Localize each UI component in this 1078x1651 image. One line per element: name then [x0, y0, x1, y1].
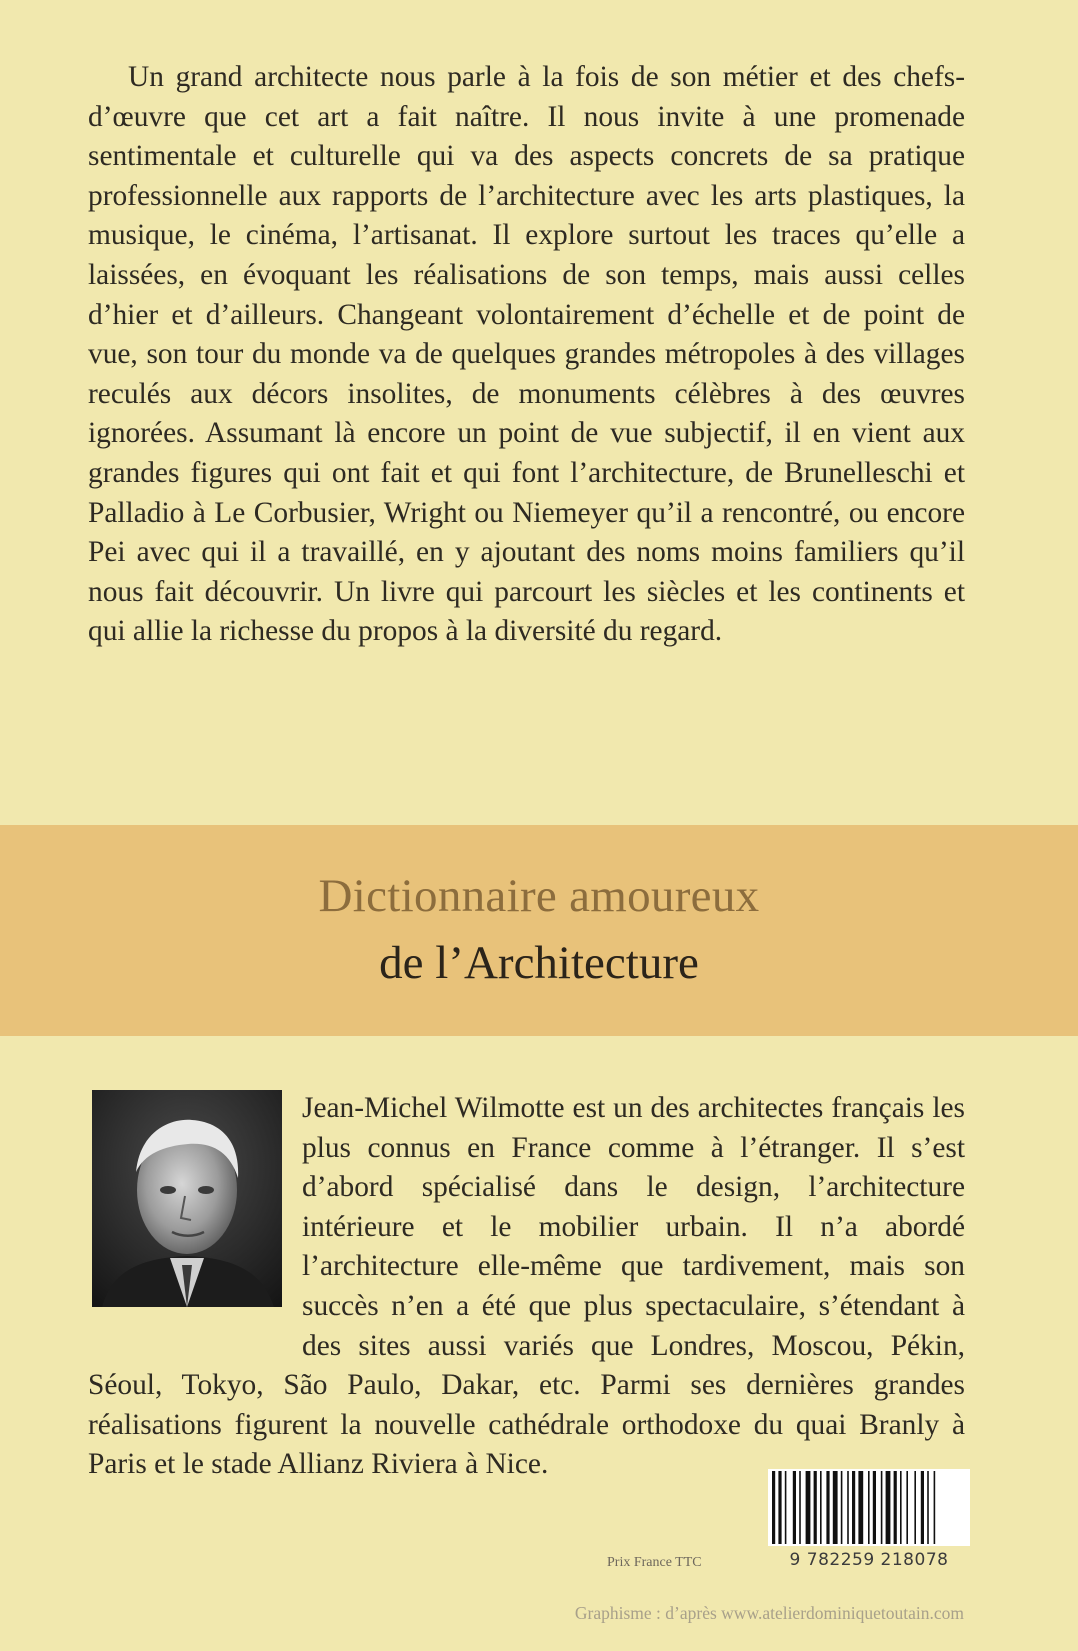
photo-wrap-spacer [88, 1089, 302, 1327]
book-title-line-2: de l’Architecture [379, 937, 699, 989]
cover-blurb: Un grand architecte nous parle à la fois de son métier et des chefs-d’œuvre que cet art a fait naître. Il nous invite à une promenade sentimentale et culturelle qui va des aspects concrets de sa pratique professionnelle aux rapports de l’architecture avec les arts plastiques, la musique, le cinéma, l’artisanat. Il explore surtout les traces qu’elle a laissées, en évoquant les réalisations de son temps, mais aussi celles d’hier et d’ailleurs. Changeant volontairement d’échelle et de point de vue, son tour du monde va de quelques grandes métropoles à des villages reculés aux décors insolites, de monuments célèbres à des œuvres ignorées. Assumant là encore un point de vue subjectif, il en vient aux grandes figures qui ont fait et qui font l’architecture, de Brunelleschi et Palladio à Le Corbusier, Wright ou Niemeyer qu’il a rencontré, ou encore Pei avec qui il a travaillé, en y ajoutant des noms moins familiers qu’il nous fait découvrir. Un livre qui parcourt les siècles et les continents et qui allie la richesse du propos à la diversité du regard. [88, 61, 965, 648]
author-bio: Jean-Michel Wilmotte est un des architectes français les plus connus en France comme à l’étranger. Il s’est d’abord spécialisé dans le design, l’architecture intérieure et le mobilier urbain. Il n’a abordé l’architecture elle-même que tardivement, mais son succès n’en a été que plus spectaculaire, s’étendant à des sites aussi variés que Londres, Moscou, Pékin, Séoul, Tokyo, São Paulo, Dakar, etc. Parmi ses dernières grandes réalisations figurent la nouvelle cathédrale orthodoxe du quai Branly à Paris et le stade Allianz Riviera à Nice. [88, 1092, 965, 1481]
author-bio-block [88, 1089, 965, 1485]
price-label: Prix France TTC [607, 1555, 702, 1570]
isbn-number: 9 782259 218078 [789, 1550, 949, 1570]
design-credit: Graphisme : d’après www.atelierdominiquetoutain.com [574, 1603, 964, 1623]
book-title-line-1: Dictionnaire amoureux [318, 870, 760, 922]
barcode [768, 1469, 970, 1546]
title-band [0, 825, 1078, 1036]
